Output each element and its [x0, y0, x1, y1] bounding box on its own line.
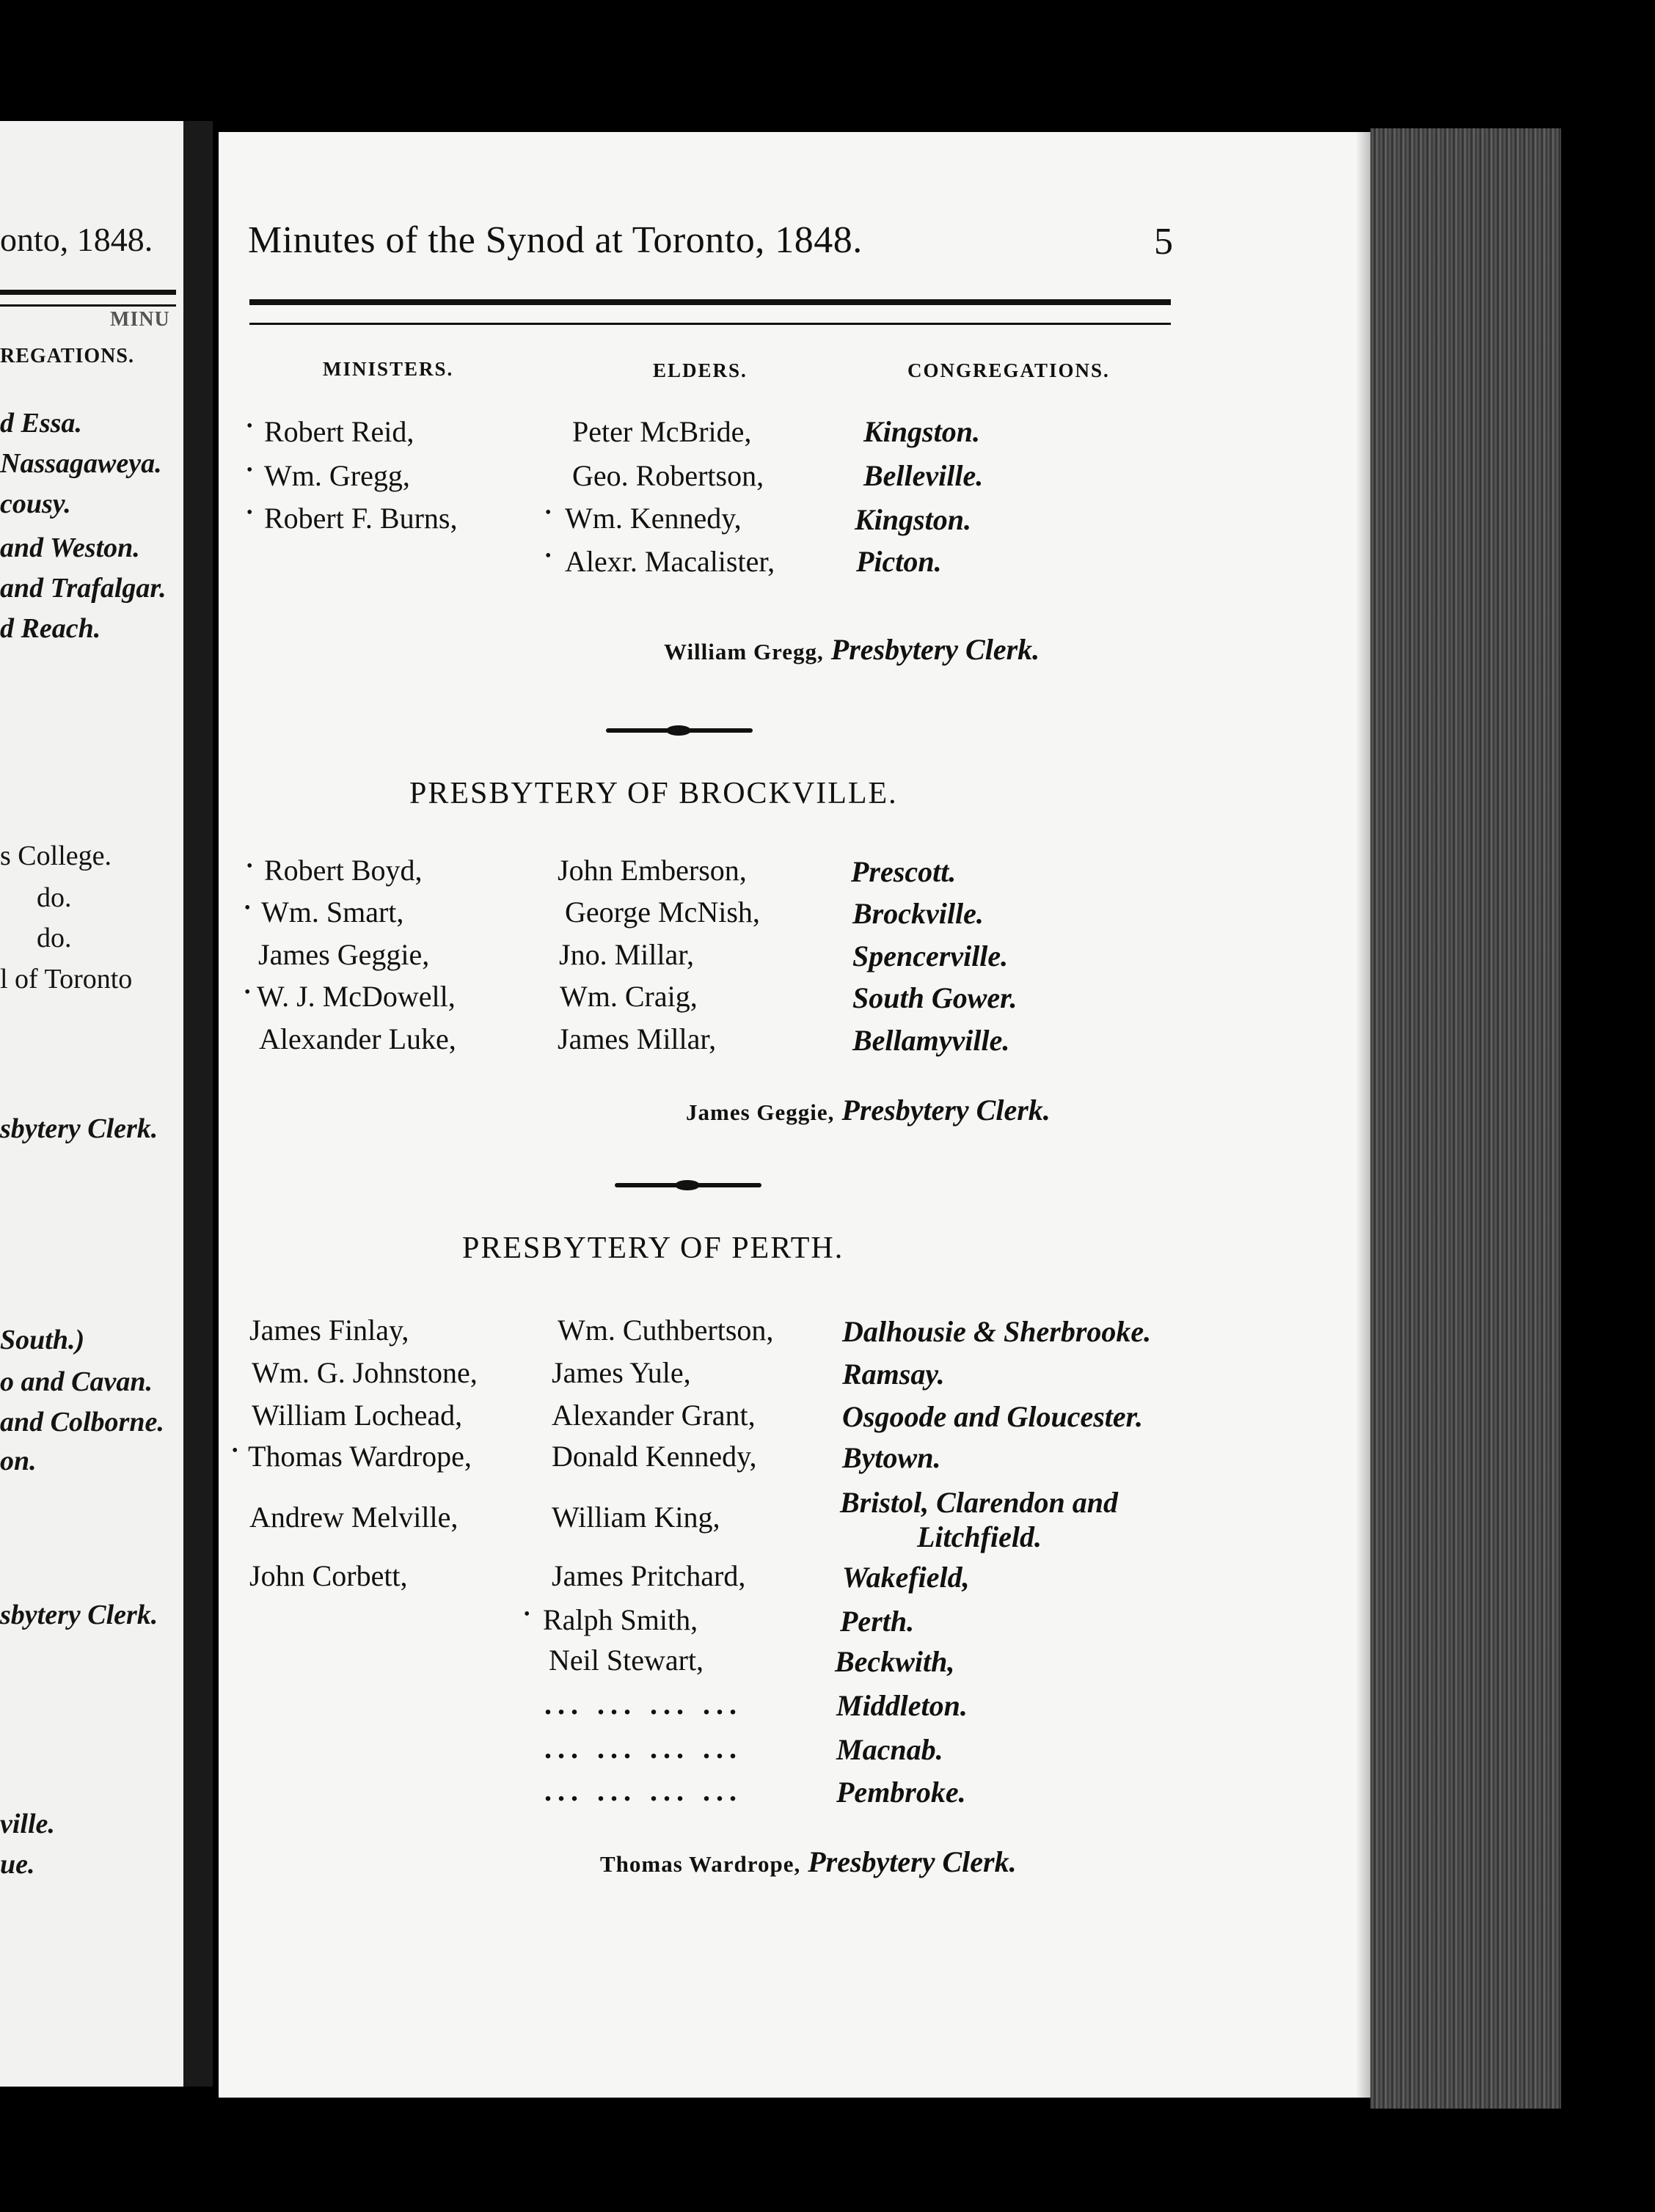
- presbytery-clerk-line: [600, 1845, 1017, 1879]
- congregation-name: Bytown.: [842, 1441, 941, 1474]
- congregation-name: South Gower.: [852, 981, 1018, 1014]
- congregation-name: Bristol, Clarendon and: [840, 1486, 1119, 1519]
- column-header-ministers: MINISTERS.: [323, 358, 454, 380]
- congregation-name: Dalhousie & Sherbrooke.: [842, 1315, 1152, 1348]
- left-line: s College.: [0, 841, 112, 871]
- running-head: Minutes of the Synod at Toronto, 1848.: [248, 219, 863, 261]
- header-rule-thin: [249, 323, 1171, 325]
- elder-name: Wm. Kennedy,: [565, 502, 742, 535]
- elder-name: James Yule,: [552, 1356, 691, 1389]
- left-page-fragment: [0, 121, 192, 2087]
- left-line: d Reach.: [0, 613, 101, 644]
- elder-name: Geo. Robertson,: [572, 459, 764, 492]
- bullet-marker: •: [244, 898, 251, 918]
- minister-name: W. J. McDowell,: [257, 980, 456, 1013]
- elder-name: James Pritchard,: [552, 1559, 746, 1592]
- clerk-name: Thomas Wardrope,: [600, 1851, 801, 1877]
- bullet-marker: •: [246, 417, 253, 436]
- congregation-name: Pembroke.: [836, 1776, 966, 1809]
- minister-name: William Lochead,: [252, 1399, 463, 1432]
- congregation-name: Belleville.: [863, 459, 984, 492]
- left-line: South.): [0, 1325, 85, 1355]
- congregation-name: Wakefield,: [842, 1561, 970, 1594]
- minister-name: Wm. Smart,: [261, 896, 404, 929]
- clerk-title: Presbytery Clerk.: [830, 633, 1040, 666]
- bullet-marker: •: [524, 1605, 530, 1624]
- left-running-head: onto, 1848.: [0, 221, 153, 258]
- elder-name: James Millar,: [558, 1022, 717, 1055]
- congregation-name: Perth.: [840, 1605, 915, 1638]
- presbytery-title: PRESBYTERY OF PERTH.: [462, 1231, 844, 1265]
- congregation-name: Beckwith,: [835, 1645, 955, 1678]
- minister-name: Robert Reid,: [264, 415, 414, 448]
- minister-name: James Finlay,: [249, 1314, 409, 1347]
- elder-name: Wm. Cuthbertson,: [558, 1314, 774, 1347]
- left-header-fragment: MINU: [110, 308, 170, 331]
- presbytery-clerk-line: [664, 632, 1040, 667]
- left-line: and Weston.: [0, 532, 140, 563]
- bullet-marker: •: [246, 857, 253, 876]
- left-line: cousy.: [0, 488, 71, 519]
- left-rule-thin: [0, 304, 176, 307]
- congregation-name: Brockville.: [852, 897, 984, 930]
- page-gutter: [183, 121, 213, 2087]
- left-line: l of Toronto: [0, 964, 133, 995]
- congregation-name: Macnab.: [836, 1733, 943, 1766]
- congregation-name-continued: Litchfield.: [917, 1520, 1042, 1553]
- bullet-marker: •: [232, 1441, 238, 1460]
- elder-name: William King,: [552, 1501, 720, 1534]
- elder-name: Neil Stewart,: [549, 1644, 704, 1677]
- left-line: do.: [37, 923, 72, 953]
- elder-name: Ralph Smith,: [543, 1603, 698, 1636]
- presbytery-title: PRESBYTERY OF BROCKVILLE.: [409, 777, 898, 810]
- minister-name: Andrew Melville,: [249, 1501, 458, 1534]
- congregation-name: Middleton.: [836, 1689, 968, 1722]
- elder-placeholder: ... ... ... ...: [544, 1688, 742, 1721]
- congregation-name: Ramsay.: [842, 1358, 945, 1391]
- bullet-marker: •: [246, 503, 253, 522]
- congregation-name: Prescott.: [851, 855, 957, 888]
- minister-name: Wm. G. Johnstone,: [252, 1356, 478, 1389]
- left-line: ue.: [0, 1849, 35, 1880]
- column-header-elders: ELDERS.: [653, 359, 748, 381]
- congregation-name: Spencerville.: [852, 940, 1009, 973]
- congregation-name: Kingston.: [855, 503, 971, 536]
- left-line: and Colborne.: [0, 1407, 164, 1438]
- elder-name: Donald Kennedy,: [552, 1440, 757, 1473]
- elder-placeholder: ... ... ... ...: [544, 1774, 742, 1807]
- elder-name: George McNish,: [565, 896, 760, 929]
- clerk-name: James Geggie,: [686, 1099, 835, 1125]
- left-line: and Trafalgar.: [0, 573, 167, 604]
- elder-name: Alexr. Macalister,: [565, 545, 775, 578]
- left-line: d Essa.: [0, 408, 82, 439]
- left-header-fragment: REGATIONS.: [0, 345, 134, 367]
- page-number: 5: [1154, 221, 1173, 263]
- left-clerk-line: sbytery Clerk.: [0, 1600, 158, 1630]
- left-line: Nassagaweya.: [0, 448, 162, 479]
- bullet-marker: •: [244, 983, 251, 1002]
- elder-placeholder: ... ... ... ...: [544, 1732, 742, 1765]
- minister-name: Alexander Luke,: [259, 1022, 456, 1055]
- left-line: ville.: [0, 1809, 55, 1839]
- minister-name: James Geggie,: [258, 938, 430, 971]
- bullet-marker: •: [246, 461, 253, 480]
- left-clerk-line: sbytery Clerk.: [0, 1113, 158, 1144]
- book-page-edges: [1370, 128, 1561, 2109]
- left-line: on.: [0, 1446, 37, 1476]
- congregation-name: Kingston.: [863, 415, 980, 448]
- section-ornament-center: [675, 1180, 700, 1190]
- elder-name: John Emberson,: [558, 854, 747, 887]
- clerk-title: Presbytery Clerk.: [841, 1094, 1051, 1127]
- section-ornament-center: [666, 725, 691, 736]
- minister-name: Thomas Wardrope,: [248, 1440, 472, 1473]
- elder-name: Peter McBride,: [572, 415, 752, 448]
- left-rule-thick: [0, 290, 176, 295]
- minister-name: Robert F. Burns,: [264, 502, 458, 535]
- presbytery-clerk-line: [686, 1093, 1051, 1127]
- minister-name: John Corbett,: [249, 1559, 408, 1592]
- minister-name: Wm. Gregg,: [264, 459, 410, 492]
- left-line: o and Cavan.: [0, 1366, 153, 1397]
- column-header-congregations: CONGREGATIONS.: [907, 359, 1110, 381]
- congregation-name: Picton.: [856, 545, 942, 578]
- minister-name: Robert Boyd,: [264, 854, 423, 887]
- header-rule-thick: [249, 299, 1171, 305]
- congregation-name: Osgoode and Gloucester.: [842, 1400, 1143, 1433]
- clerk-name: William Gregg,: [664, 639, 824, 664]
- bullet-marker: •: [545, 546, 552, 565]
- elder-name: Jno. Millar,: [559, 938, 694, 971]
- bullet-marker: •: [545, 503, 552, 522]
- congregation-name: Bellamyville.: [852, 1024, 1010, 1057]
- left-line: do.: [37, 882, 72, 913]
- elder-name: Alexander Grant,: [552, 1399, 756, 1432]
- elder-name: Wm. Craig,: [560, 980, 698, 1013]
- clerk-title: Presbytery Clerk.: [808, 1845, 1017, 1878]
